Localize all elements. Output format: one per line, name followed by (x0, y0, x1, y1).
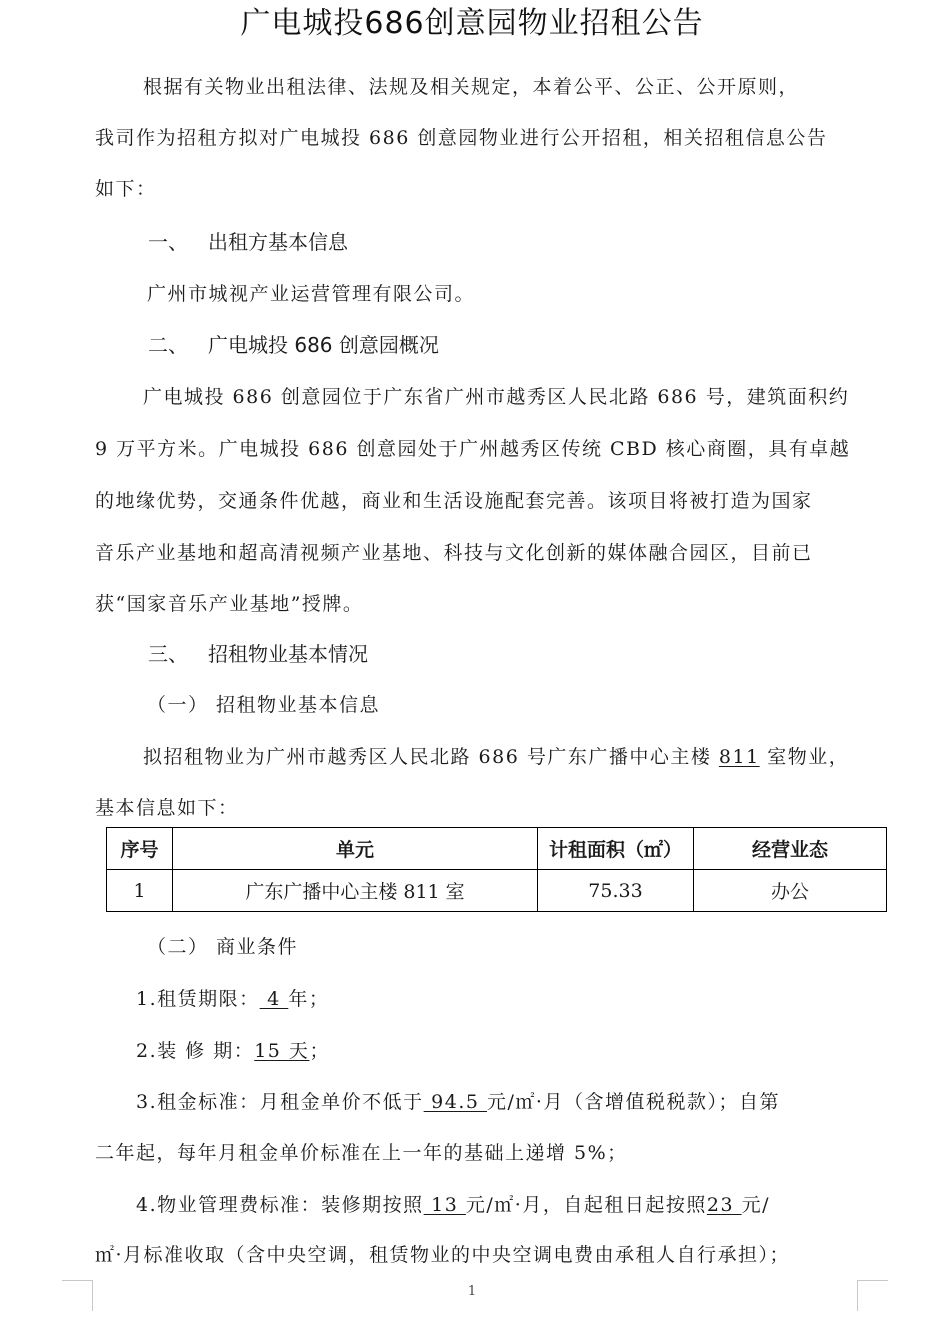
rent-line-1 (136, 1087, 854, 1117)
section-3-sub-1: （一） 招租物业基本信息 (147, 694, 381, 716)
section-1-heading (148, 227, 348, 257)
fee-prefix: 4.物业管理费标准：装修期按照 (136, 1194, 424, 1216)
page-number: 1 (467, 1284, 477, 1299)
fee-value-1: 13 (423, 1194, 466, 1216)
rent-prefix: 3.租金标准：月租金单价不低于 (136, 1091, 424, 1113)
rent-value: 94.5 (423, 1091, 488, 1113)
property-info-table (106, 827, 887, 912)
section-3-number: 三、 (148, 642, 188, 666)
section-2-line-3: 的地缘优势，交通条件优越，商业和生活设施配套完善。该项目将被打造为国家 (95, 490, 813, 512)
section-2-heading (148, 330, 439, 360)
table-header-cell: 单元 (173, 828, 538, 870)
table-header-cell: 序号 (107, 828, 173, 870)
fee-mid: 元/㎡·月，自起租日起按照 (465, 1194, 707, 1216)
section-3-title: 招租物业基本情况 (208, 642, 368, 666)
table-header-cell: 计租面积（㎡） (538, 828, 694, 870)
desc-before: 拟招租物业为广州市越秀区人民北路 686 号广东广播中心主楼 (143, 746, 719, 768)
section-3-desc-line-1 (143, 742, 905, 772)
intro-line-2: 我司作为招租方拟对广电城投 686 创意园物业进行公开招租，相关招租信息公告 (95, 127, 828, 149)
decoration-line (136, 1036, 898, 1066)
desc-after: 室物业， (759, 746, 850, 768)
intro-line-1: 根据有关物业出租法律、法规及相关规定，本着公平、公正、公开原则， (143, 76, 800, 98)
term-prefix: 1.租赁期限： (136, 988, 260, 1010)
fee-value-2: 23 (706, 1194, 742, 1216)
table-header-cell: 经营业态 (694, 828, 887, 870)
term-line (136, 984, 898, 1014)
table-cell: 1 (107, 870, 173, 912)
fee-suffix: 元/ (741, 1194, 770, 1216)
section-1-title: 出租方基本信息 (208, 230, 348, 254)
section-3-sub-2: （二） 商业条件 (147, 936, 299, 958)
intro-line-3: 如下： (95, 178, 157, 200)
term-value: 4 (259, 988, 289, 1010)
section-3-heading (148, 639, 368, 669)
section-2-title: 广电城投 686 创意园概况 (208, 333, 439, 357)
term-suffix: 年； (288, 988, 330, 1010)
fee-line-2: ㎡·月标准收取（含中央空调，租赁物业的中央空调电费由承租人自行承担）； (95, 1244, 791, 1266)
decoration-value: 15 天 (254, 1040, 310, 1062)
section-2-line-5: 获“国家音乐产业基地”授牌。 (95, 593, 364, 615)
table-cell: 办公 (694, 870, 887, 912)
section-2-line-1: 广电城投 686 创意园位于广东省广州市越秀区人民北路 686 号，建筑面积约 (143, 386, 850, 408)
fee-line-1 (136, 1190, 898, 1220)
table-cell: 广东广播中心主楼 811 室 (173, 870, 538, 912)
decoration-suffix: ； (309, 1040, 330, 1062)
table-cell: 75.33 (538, 870, 694, 912)
table-row (107, 870, 887, 912)
rent-suffix: 元/㎡·月（含增值税税款）；自第 (487, 1091, 780, 1113)
document-title: 广电城投686创意园物业招租公告 (240, 6, 704, 41)
rent-line-2: 二年起，每年月租金单价标准在上一年的基础上递增 5%； (95, 1142, 628, 1164)
desc-room-number: 811 (718, 746, 760, 768)
section-1-text: 广州市城视产业运营管理有限公司。 (147, 283, 476, 305)
section-2-number: 二、 (148, 333, 188, 357)
table-header-row (107, 828, 887, 870)
section-2-line-4: 音乐产业基地和超高清视频产业基地、科技与文化创新的媒体融合园区，目前已 (95, 542, 813, 564)
decoration-prefix: 2.装 修 期： (136, 1040, 255, 1062)
section-2-line-2: 9 万平方米。广电城投 686 创意园处于广州越秀区传统 CBD 核心商圈，具有卓越 (95, 438, 851, 460)
section-1-number: 一、 (148, 230, 188, 254)
section-3-desc-line-2: 基本信息如下： (95, 797, 239, 819)
